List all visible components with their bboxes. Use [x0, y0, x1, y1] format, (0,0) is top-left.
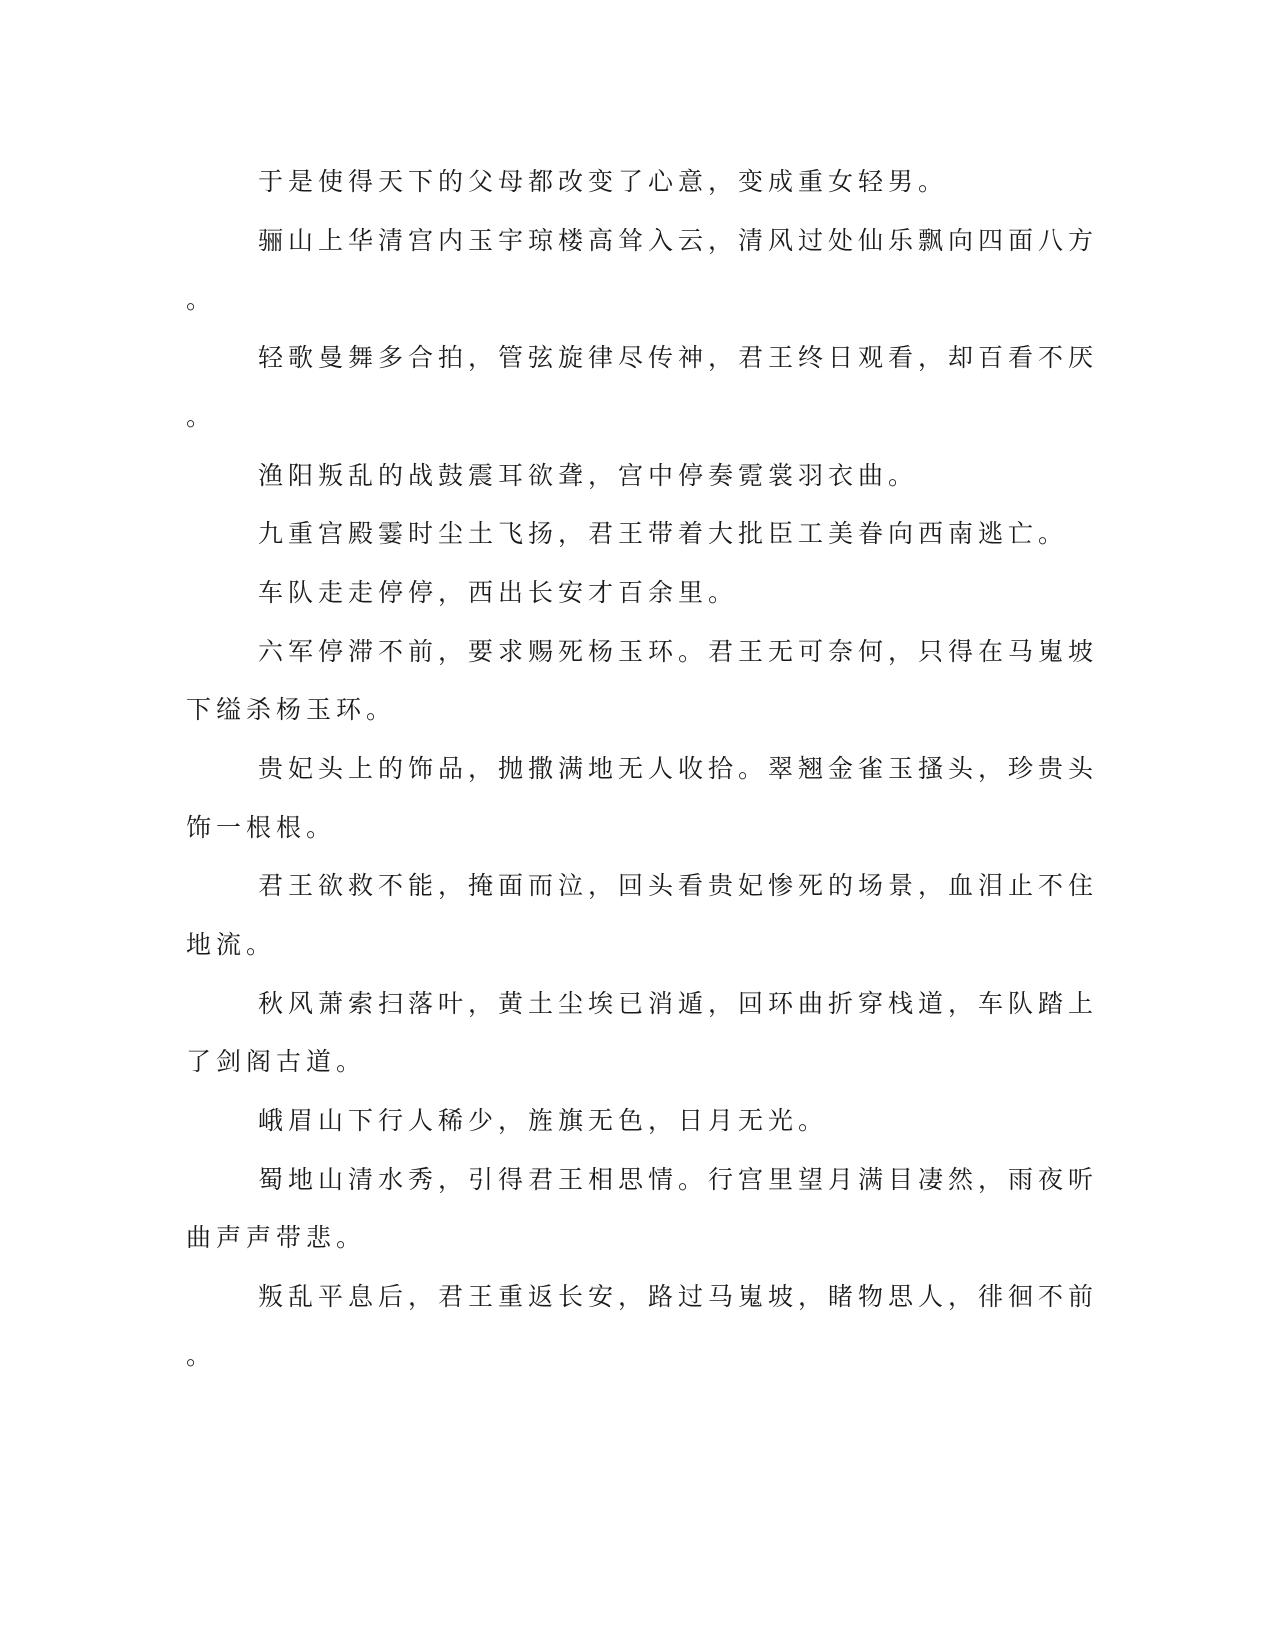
paragraph-line: 君王欲救不能，掩面而泣，回头看贵妃惨死的场景，血泪止不住	[258, 871, 1099, 900]
paragraph-line: 地流。	[186, 930, 277, 959]
paragraph-line: 车队走走停停，西出长安才百余里。	[258, 578, 739, 607]
paragraph-line: 六军停滞不前，要求赐死杨玉环。君王无可奈何，只得在马嵬坡	[258, 637, 1099, 666]
paragraph-line: 叛乱平息后，君王重返长安，路过马嵬坡，睹物思人，徘徊不前	[258, 1282, 1099, 1311]
paragraph-line: 。	[186, 285, 217, 314]
paragraph-line: 饰一根根。	[186, 813, 337, 842]
paragraph-line: 渔阳叛乱的战鼓震耳欲聋，宫中停奏霓裳羽衣曲。	[258, 461, 919, 490]
paragraph-line: 九重宫殿霎时尘土飞扬，君王带着大批臣工美眷向西南逃亡。	[258, 519, 1069, 548]
paragraph-line: 了剑阁古道。	[186, 1047, 367, 1076]
paragraph-line: 蜀地山清水秀，引得君王相思情。行宫里望月满目凄然，雨夜听	[258, 1165, 1099, 1194]
paragraph-line: 轻歌曼舞多合拍，管弦旋律尽传神，君王终日观看，却百看不厌	[258, 343, 1099, 372]
paragraph-line: 。	[186, 1341, 217, 1370]
paragraph-line: 。	[186, 402, 217, 431]
paragraph-line: 峨眉山下行人稀少，旌旗无色，日月无光。	[258, 1106, 829, 1135]
paragraph-line: 曲声声带悲。	[186, 1223, 367, 1252]
paragraph-line: 下缢杀杨玉环。	[186, 695, 397, 724]
paragraph-line: 于是使得天下的父母都改变了心意，变成重女轻男。	[258, 167, 949, 196]
paragraph-line: 骊山上华清宫内玉宇琼楼高耸入云，清风过处仙乐飘向四面八方	[258, 226, 1099, 255]
paragraph-line: 贵妃头上的饰品，抛撒满地无人收拾。翠翘金雀玉搔头，珍贵头	[258, 754, 1099, 783]
paragraph-line: 秋风萧索扫落叶，黄土尘埃已消遁，回环曲折穿栈道，车队踏上	[258, 989, 1099, 1018]
